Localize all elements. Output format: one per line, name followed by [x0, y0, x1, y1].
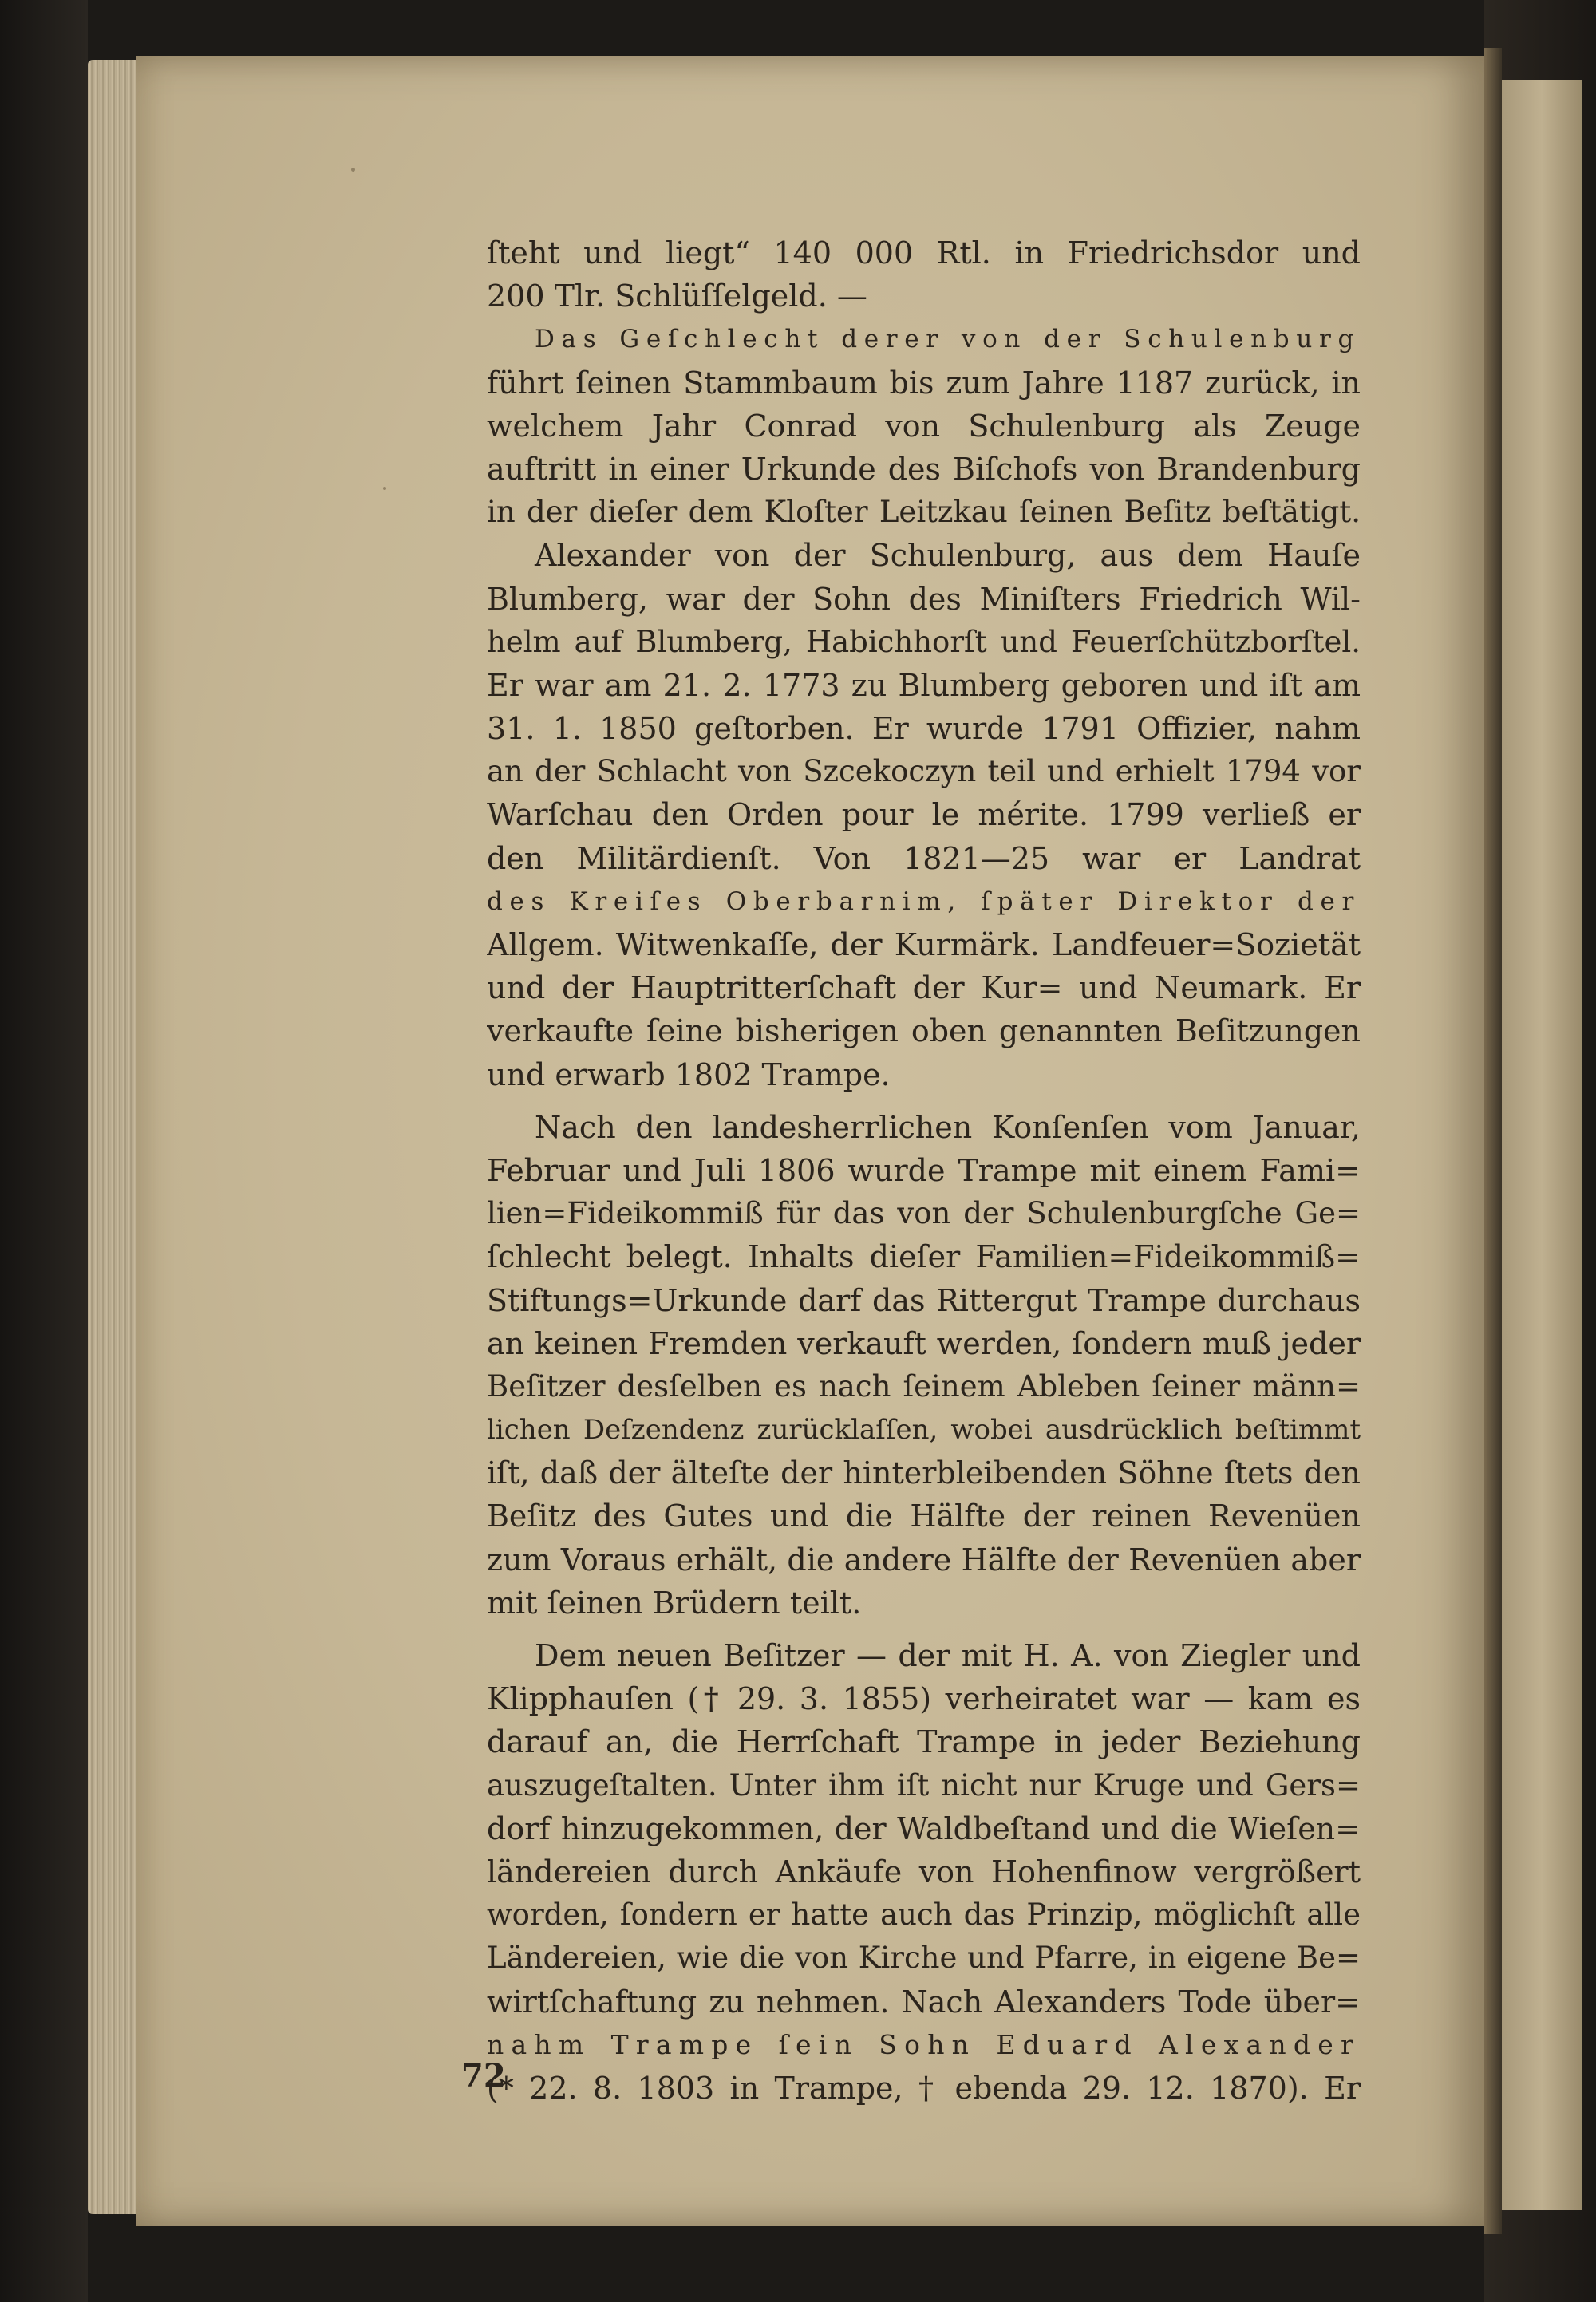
paragraph-gap	[487, 1096, 1361, 1106]
text-line: und erwarb 1802 Trampe.	[487, 1056, 891, 1092]
page-number: 72	[461, 2057, 506, 2095]
text-line: Beſitzer desſelben es nach ſeinem Ableben ſeiner männ=	[487, 1368, 1361, 1404]
paper-speck	[383, 487, 386, 490]
text-line: lien=Fideikommiß für das von der Schulenburgſche Ge=	[487, 1196, 1361, 1231]
text-line: lichen Deſzendenz zurücklaſſen, wobei ausdrücklich beſtimmt	[487, 1414, 1361, 1447]
text-line: an der Schlacht von Szcekoczyn teil und erhielt 1794 vor	[487, 754, 1361, 789]
text-line: verkaufte ſeine bisherigen oben genannten Beſitzungen	[487, 1013, 1361, 1049]
text-line: Das Geſchlecht derer von der Schulenburg	[535, 325, 1361, 354]
text-line: mit ſeinen Brüdern teilt.	[487, 1585, 862, 1621]
page-body-text	[487, 231, 1361, 2110]
text-line: (* 22. 8. 1803 in Trampe, † ebenda 29. 12. 1870). Er	[487, 2070, 1361, 2106]
text-line: iſt, daß der älteſte der hinterbleibenden Söhne ſtets den	[487, 1455, 1361, 1491]
text-line: Warſchau den Orden pour le mérite. 1799 verließ er	[487, 797, 1361, 833]
text-line: Alexander von der Schulenburg, aus dem Hauſe	[535, 538, 1361, 574]
text-line: Allgem. Witwenkaſſe, der Kurmärk. Landfeuer=Sozietät	[487, 927, 1361, 962]
text-line: Ländereien, wie die von Kirche und Pfarre, in eigene Be=	[487, 1941, 1361, 1976]
facing-page-edge	[1502, 80, 1582, 2210]
paper-speck	[351, 168, 355, 172]
text-line: Stiftungs=Urkunde darf das Rittergut Trampe durchaus	[487, 1282, 1361, 1318]
text-line: worden, ſondern er hatte auch das Prinzip, möglichſt alle	[487, 1897, 1361, 1933]
text-line: auszugeſtalten. Unter ihm iſt nicht nur Kruge und Gers=	[487, 1767, 1361, 1803]
text-line: darauf an, die Herrſchaft Trampe in jeder Beziehung	[487, 1724, 1361, 1760]
text-line: ländereien durch Ankäufe von Hohenfinow vergrößert	[487, 1854, 1361, 1889]
text-line: Blumberg, war der Sohn des Miniſters Friedrich Wil-	[487, 581, 1361, 617]
text-line: Er war am 21. 2. 1773 zu Blumberg geboren und iſt am	[487, 667, 1361, 703]
scanner-background-left	[0, 0, 88, 2302]
text-line: an keinen Fremden verkauft werden, ſondern muß jeder	[487, 1325, 1361, 1361]
text-line: Beſitz des Gutes und die Hälfte der reinen Revenüen	[487, 1498, 1361, 1534]
text-line: Klipphauſen († 29. 3. 1855) verheiratet war — kam es	[487, 1681, 1361, 1717]
text-line: dorf hinzugekommen, der Waldbeſtand und die Wieſen=	[487, 1810, 1361, 1846]
text-line: 31. 1. 1850 geſtorben. Er wurde 1791 Offizier, nahm	[487, 711, 1361, 747]
book-gutter	[1484, 48, 1502, 2234]
text-line: zum Voraus erhält, die andere Hälfte der Revenüen aber	[487, 1542, 1361, 1577]
text-line: nahm Trampe ſein Sohn Eduard Alexander	[487, 2028, 1361, 2060]
text-line: Nach den landesherrlichen Konſenſen vom Januar,	[535, 1109, 1361, 1145]
text-line: des Kreiſes Oberbarnim, ſpäter Direktor der	[487, 886, 1361, 916]
text-line: führt ſeinen Stammbaum bis zum Jahre 1187 zurück, in	[487, 365, 1361, 401]
text-line: Februar und Juli 1806 wurde Trampe mit einem Fami=	[487, 1152, 1361, 1188]
text-line: helm auf Blumberg, Habichhorſt und Feuerſchützborſtel.	[487, 624, 1361, 659]
text-line: in der dieſer dem Kloſter Leitzkau ſeinen Beſitz beſtätigt.	[487, 495, 1361, 530]
text-line: wirtſchaftung zu nehmen. Nach Alexanders Tode über=	[487, 1984, 1361, 2020]
text-line: auftritt in einer Urkunde des Biſchofs von Brandenburg	[487, 451, 1361, 487]
text-line: den Militärdienſt. Von 1821—25 war er Landrat	[487, 840, 1361, 876]
text-line: welchem Jahr Conrad von Schulenburg als Zeuge	[487, 408, 1361, 444]
text-line: 200 Tlr. Schlüſſelgeld. —	[487, 278, 867, 314]
text-line: ſteht und liegt“ 140 000 Rtl. in Friedrichsdor und	[487, 235, 1361, 270]
paragraph-gap	[487, 1625, 1361, 1634]
text-line: ſchlecht belegt. Inhalts dieſer Familien=Fideikommiß=	[487, 1239, 1361, 1275]
text-line: und der Hauptritterſchaft der Kur= und Neumark. Er	[487, 970, 1361, 1006]
text-line: Dem neuen Beſitzer — der mit H. A. von Ziegler und	[535, 1638, 1361, 1673]
